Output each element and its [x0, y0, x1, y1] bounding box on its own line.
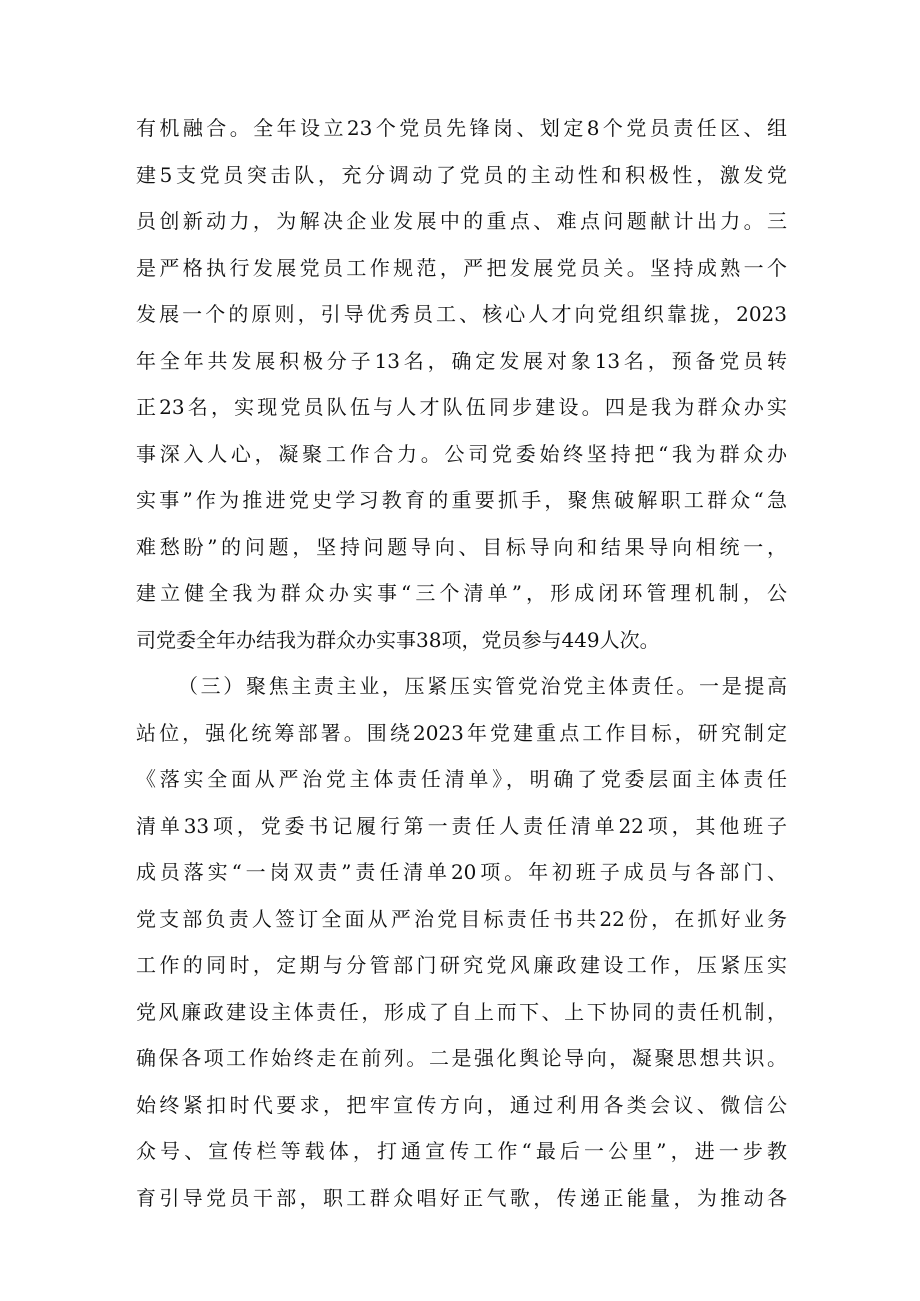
- paragraph-line: 难愁盼”的问题，坚持问题导向、目标导向和结果导向相统一，: [136, 535, 787, 559]
- paragraph-line: 《落实全面从严治党主体责任清单》，明确了党委层面主体责任: [136, 767, 787, 791]
- paragraph-line: 党风廉政建设主体责任，形成了自上而下、上下协同的责任机制，: [136, 1000, 787, 1024]
- section-heading-line: （三）聚焦主责主业，压紧压实管党治党主体责任。一是提高: [178, 674, 787, 698]
- paragraph-line: 发展一个的原则，引导优秀员工、核心人才向党组织靠拢，2023: [136, 302, 787, 326]
- paragraph-line: 建立健全我为群众办实事“三个清单”，形成闭环管理机制，公: [136, 581, 787, 605]
- paragraph-line: 有机融合。全年设立23个党员先锋岗、划定8个党员责任区、组: [136, 116, 787, 140]
- paragraph-line: 成员落实“一岗双责”责任清单20项。年初班子成员与各部门、: [136, 860, 787, 884]
- paragraph-line: 党支部负责人签订全面从严治党目标责任书共22份，在抓好业务: [136, 907, 787, 931]
- paragraph-line: 站位，强化统筹部署。围绕2023年党建重点工作目标，研究制定: [136, 721, 787, 745]
- paragraph-line: 育引导党员干部，职工群众唱好正气歌，传递正能量，为推动各: [136, 1186, 787, 1210]
- paragraph-line: 工作的同时，定期与分管部门研究党风廉政建设工作，压紧压实: [136, 953, 787, 977]
- paragraph-line: 始终紧扣时代要求，把牢宣传方向，通过利用各类会议、微信公: [136, 1093, 787, 1117]
- paragraph-line: 事深入人心，凝聚工作合力。公司党委始终坚持把“我为群众办: [136, 442, 787, 466]
- paragraph-line: 众号、宣传栏等载体，打通宣传工作“最后一公里”，进一步教: [136, 1139, 787, 1163]
- paragraph-line: 建5支党员突击队，充分调动了党员的主动性和积极性，激发党: [136, 163, 787, 187]
- paragraph-line: 正23名，实现党员队伍与人才队伍同步建设。四是我为群众办实: [136, 395, 787, 419]
- paragraph-line: 是严格执行发展党员工作规范，严把发展党员关。坚持成熟一个: [136, 256, 787, 280]
- paragraph-line: 员创新动力，为解决企业发展中的重点、难点问题献计出力。三: [136, 209, 787, 233]
- paragraph-line: 年全年共发展积极分子13名，确定发展对象13名，预备党员转: [136, 349, 787, 373]
- paragraph-line: 实事”作为推进党史学习教育的重要抓手，聚焦破解职工群众“急: [136, 488, 787, 512]
- paragraph-line: 司党委全年办结我为群众办实事38项，党员参与449人次。: [136, 628, 660, 652]
- paragraph-line: 确保各项工作始终走在前列。二是强化舆论导向，凝聚思想共识。: [136, 1046, 787, 1070]
- paragraph-line: 清单33项，党委书记履行第一责任人责任清单22项，其他班子: [136, 814, 787, 838]
